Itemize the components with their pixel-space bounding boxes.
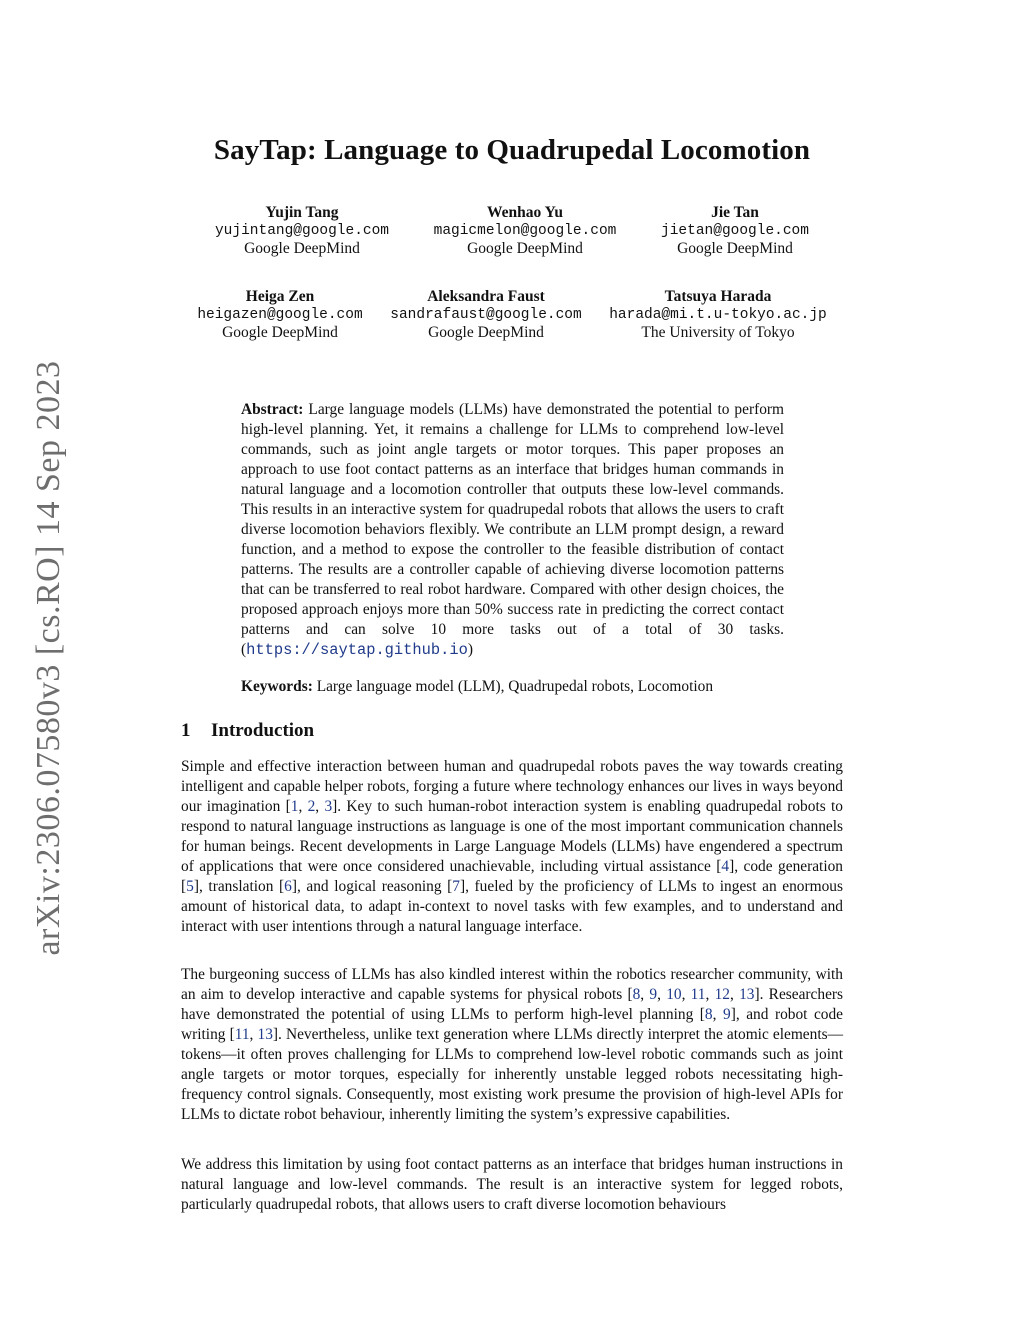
author-name: Heiga Zen bbox=[245, 288, 315, 305]
abstract bbox=[241, 400, 784, 660]
author-affiliation: Google DeepMind bbox=[467, 240, 583, 257]
author-block bbox=[182, 204, 422, 258]
paragraph-text: , bbox=[640, 986, 650, 1003]
paragraph-text: ]. Key to such human-robot interaction system is enabling quadrupedal robots to respond to natural language instructions as language is one of the most important communication channels for human beings. Recent developments in Large Language Models (LLMs) have engendered a spectrum of applications that were once considered unachievable, including virtual assistance [ bbox=[181, 798, 843, 875]
paragraph-text: We address this limitation by using foot contact patterns as an interface that bridges human instructions in natural language and low-level commands. The result is an interactive system for legged robots, particularly quadrupedal robots, that allows users to craft diverse locomotion behaviours bbox=[181, 1156, 843, 1213]
keywords bbox=[241, 677, 801, 697]
paragraph-text: , bbox=[681, 986, 691, 1003]
author-block bbox=[588, 288, 848, 342]
arxiv-side-stamp bbox=[30, 348, 67, 968]
author-email: harada@mi.t.u-tokyo.ac.jp bbox=[609, 307, 827, 323]
section-title: Introduction bbox=[211, 720, 315, 741]
author-name: Jie Tan bbox=[711, 204, 759, 221]
citation-link[interactable]: 7 bbox=[452, 878, 460, 895]
author-affiliation: Google DeepMind bbox=[428, 324, 544, 341]
paragraph-text: , bbox=[657, 986, 667, 1003]
paragraph-text: , bbox=[705, 986, 715, 1003]
citation-link[interactable]: 2 bbox=[307, 798, 316, 815]
author-name: Yujin Tang bbox=[265, 204, 339, 221]
paragraph-text: ], fueled by the proficiency of LLMs to ingest an enormous amount of historical data, to adapt in-context to novel tasks with few examples, and to understand and interact with user intentions through a natural language interface. bbox=[181, 878, 843, 935]
keywords-text: Large language model (LLM), Quadrupedal robots, Locomotion bbox=[316, 678, 714, 695]
citation-link[interactable]: 4 bbox=[721, 858, 730, 875]
paragraph-text: ], code generation [ bbox=[181, 858, 843, 895]
author-affiliation: Google DeepMind bbox=[222, 324, 338, 341]
citation-link[interactable]: 3 bbox=[324, 798, 333, 815]
author-name: Aleksandra Faust bbox=[427, 288, 545, 305]
paragraph-text: , bbox=[249, 1026, 258, 1043]
author-email: heigazen@google.com bbox=[197, 307, 363, 323]
paragraph-text: ], and robot code writing [ bbox=[181, 1006, 843, 1043]
author-name: Wenhao Yu bbox=[487, 204, 563, 221]
paragraph-text: ], and logical reasoning [ bbox=[291, 878, 453, 895]
author-block bbox=[366, 288, 606, 342]
paragraph-text: , bbox=[712, 1006, 723, 1023]
author-affiliation: Google DeepMind bbox=[677, 240, 793, 257]
paragraph-text: Simple and effective interaction between human and quadrupedal robots paves the way towards creating intelligent and capable helper robots, forging a future where technology enhances our lives in ways beyond our imagination [ bbox=[181, 758, 843, 815]
author-block bbox=[405, 204, 645, 258]
citation-link[interactable]: 11 bbox=[234, 1026, 250, 1043]
body-paragraph bbox=[181, 1155, 843, 1215]
citation-link[interactable]: 10 bbox=[666, 986, 682, 1003]
paragraph-text: ], translation [ bbox=[193, 878, 285, 895]
abstract-label: Abstract: bbox=[241, 401, 304, 418]
abstract-text: Large language models (LLMs) have demonstrated the potential to perform high-level planning. Yet, it remains a challenge for LLMs to comprehend low-level commands, such as joint angle targets or motor torques. This paper proposes an approach to use foot contact patterns as an interface that bridges human commands in natural language and a locomotion controller that outputs these low-level commands. This results in an interactive system for quadrupedal robots that allows the users to craft diverse locomotion behaviors flexibly. We contribute an LLM prompt design, a reward function, and a method to expose the controller to the feasible distribution of contact patterns. The results are a controller capable of achieving diverse locomotion patterns that can be transferred to real robot hardware. Compared with other design choices, the proposed approach enjoys more than 50% success rate in predicting the correct contact patterns and can solve 10 more tasks out of a total of 30 tasks. bbox=[241, 401, 784, 638]
paragraph-text: The burgeoning success of LLMs has also kindled interest within the robotics researcher community, with an aim to develop interactive and capable systems for physical robots [ bbox=[181, 966, 843, 1003]
citation-link[interactable]: 1 bbox=[290, 798, 299, 815]
keywords-label: Keywords: bbox=[241, 678, 313, 695]
paragraph-text: , bbox=[315, 798, 325, 815]
author-name: Tatsuya Harada bbox=[664, 288, 772, 305]
paragraph-text: , bbox=[298, 798, 308, 815]
citation-link[interactable]: 11 bbox=[690, 986, 706, 1003]
abstract-paren-open: ( bbox=[241, 641, 247, 658]
arxiv-identifier: arXiv:2306.07580v3 [cs.RO] 14 Sep 2023 bbox=[30, 360, 67, 956]
citation-link[interactable]: 8 bbox=[704, 1006, 713, 1023]
author-affiliation: Google DeepMind bbox=[244, 240, 360, 257]
citation-link[interactable]: 12 bbox=[714, 986, 730, 1003]
citation-link[interactable]: 9 bbox=[723, 1006, 731, 1023]
citation-link[interactable]: 9 bbox=[649, 986, 658, 1003]
author-affiliation: The University of Tokyo bbox=[641, 324, 795, 341]
paragraph-text: , bbox=[729, 986, 740, 1003]
body-paragraph bbox=[181, 965, 843, 1125]
author-block bbox=[160, 288, 400, 342]
body-paragraph bbox=[181, 757, 843, 937]
project-link[interactable]: https://saytap.github.io bbox=[246, 641, 468, 659]
abstract-paren-close: ) bbox=[467, 641, 473, 658]
author-email: magicmelon@google.com bbox=[433, 223, 617, 239]
citation-link[interactable]: 6 bbox=[284, 878, 292, 895]
citation-link[interactable]: 8 bbox=[632, 986, 641, 1003]
paragraph-text: ]. Researchers have demonstrated the potential of using LLMs to perform high-level planning [ bbox=[181, 986, 844, 1023]
section-number: 1 bbox=[181, 720, 191, 741]
author-email: jietan@google.com bbox=[661, 223, 809, 239]
author-email: sandrafaust@google.com bbox=[390, 307, 582, 323]
section-heading bbox=[181, 720, 314, 742]
author-email: yujintang@google.com bbox=[214, 223, 390, 239]
author-block bbox=[615, 204, 855, 258]
citation-link[interactable]: 13 bbox=[257, 1026, 273, 1043]
citation-link[interactable]: 13 bbox=[739, 986, 755, 1003]
paragraph-text: ]. Nevertheless, unlike text generation where LLMs directly interpret the atomic elements—tokens—it often proves challenging for LLMs to comprehend low-level robotic commands such as joint angle targets or motor torques, especially for inherently unstable legged robots necessitating high-frequency control signals. Consequently, most existing work presume the provision of high-level APIs for LLMs to dictate robot behaviour, inherently limiting the system’s expressive capabilities. bbox=[181, 1026, 843, 1123]
paper-title: SayTap: Language to Quadrupedal Locomotion bbox=[213, 134, 811, 166]
citation-link[interactable]: 5 bbox=[186, 878, 194, 895]
